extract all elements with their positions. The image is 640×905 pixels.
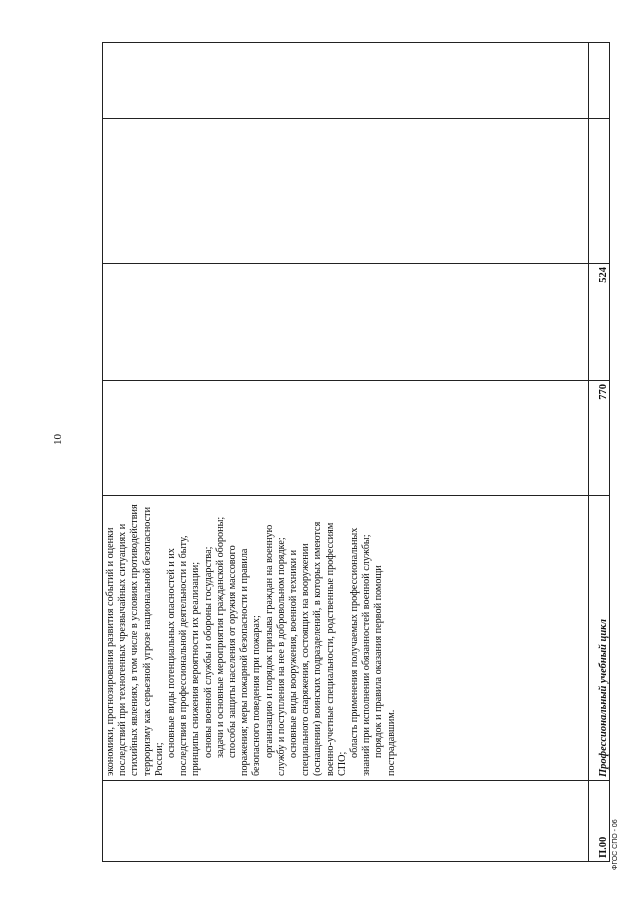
content-paragraph: экономики, прогнозирования развития событий и оценки последствий при техногенных чрезвычайных ситуациях и стихийных явлениях, в том числе в условиях противодействия терроризму как серьезной угрозе национальной безопасности России; [105, 504, 165, 776]
cycle-title: Профессиональный учебный цикл [589, 496, 610, 781]
content-paragraph: основы военной службы и обороны государства; [202, 546, 214, 758]
content-paragraph: порядок и правила оказания первой помощи пострадавшим. [373, 565, 397, 776]
content-paragraph: способы защиты населения от оружия массового поражения; меры пожарной безопасности и правила безопасного поведения при пожарах; [227, 545, 263, 776]
curriculum-table-rotated [102, 42, 610, 862]
cycle-max-load: 770 [589, 381, 610, 496]
content-paragraph: основные виды вооружения, военной техники и специального снаряжения, состоящих на вооружении (оснащении) воинских подразделений, в которых имеются военно-учетные специальности, родственные профессиям СПО; [288, 521, 348, 776]
cycle-discipline-empty [589, 119, 610, 264]
content-paragraph: задачи и основные мероприятия гражданской обороны; [214, 516, 226, 758]
cycle-obligatory-load: 524 [589, 264, 610, 381]
cycle-code: П.00 [589, 781, 610, 862]
max-load-cell-empty [103, 381, 589, 496]
curriculum-table [102, 42, 610, 862]
obligatory-cell-empty [103, 264, 589, 381]
code-cell-empty [103, 781, 589, 862]
content-paragraph: область применения получаемых профессиональных знаний при исполнении обязанностей военной службы; [349, 527, 373, 776]
content-paragraph: основные виды потенциальных опасностей и их последствия в профессиональной деятельности и быту, принципы снижения вероятности их реализации; [166, 535, 202, 776]
content-paragraph: организацию и порядок призыва граждан на военную службу и поступления на нее в добровольном порядке; [263, 524, 287, 776]
footer-note: ФГОС СПО - 06 [612, 819, 619, 870]
table-row-content [103, 43, 589, 862]
cycle-competence-empty [589, 43, 610, 119]
competence-cell-empty [103, 43, 589, 119]
page-number: 10 [52, 434, 64, 445]
content-cell [103, 496, 589, 781]
discipline-cell-empty [103, 119, 589, 264]
table-row-professional-cycle [589, 43, 610, 862]
